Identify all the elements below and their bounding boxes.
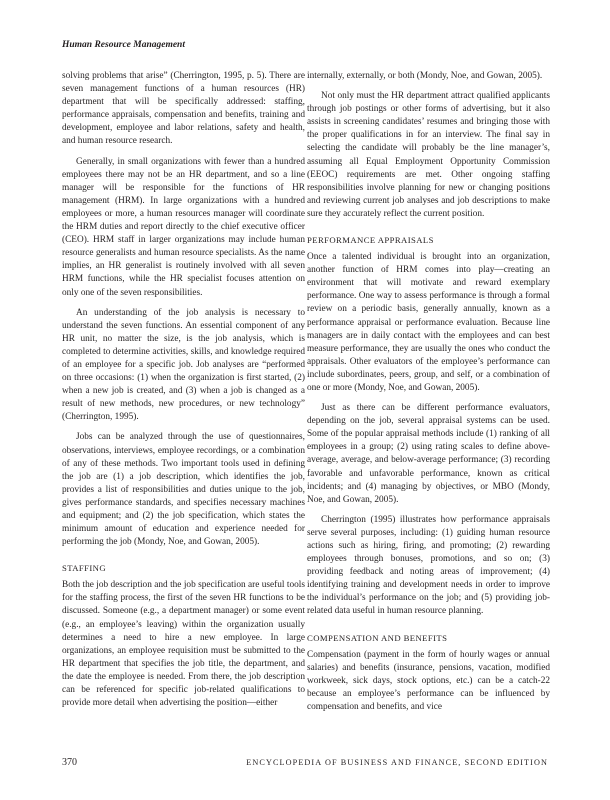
paragraph: Not only must the HR department attract qualified applicants through job postings or other forms of advertising, but it also assists in screening candidates’ resumes and bringing those with the proper qualifications in for an interview. The final say in selecting the candidate will probably be the line manager’s, assuming all Equal Employment Opportunity Commission (EEOC) requirements are met. Other ongoing staffing responsibilities involve planning for new or changing positions and reviewing current job analyses and job descriptions to make sure they accurately reflect the current position. (307, 91, 550, 219)
running-head: Human Resource Management (62, 40, 185, 50)
publication-title: ENCYCLOPEDIA OF BUSINESS AND FINANCE, SECOND EDITION (246, 758, 548, 767)
paragraph: Compensation (payment in the form of hourly wages or annual salaries) and benefits (insurance, pensions, vacation, modified workweek, sick days, stock options, etc.) can be a catch-22 because an employee’s performance can be influenced by compensation and benefits, and vice (307, 649, 550, 712)
section-heading-staffing: STAFFING (62, 563, 107, 574)
paragraph: Generally, in small organizations with fewer than a hundred employees there may not be an HR department, and so a line manager will be responsible for the functions of HR management (HRM). In large organizations with a hundred employees or more, a human resources manager will coordinate the HRM duties and report directly to the chief executive officer (CEO). HRM staff in larger organizations may include human resource generalists and human resource specialists. As the name implies, an HR generalist is routinely involved with all seven HRM functions, while the HR specialist focuses attention on only one of the seven responsibilities. (62, 156, 305, 298)
paragraph: Cherrington (1995) illustrates how performance appraisals serve several purposes, including: (1) guiding human resource actions such as hiring, firing, and promoting; (2) rewarding employees through bonuses, promotions, and so on; (3) providing feedback and noting areas of improvement; (4) identifying training and development needs in order to improve the individual’s performance on the job; and (5) providing job-related data useful in human resource planning. (307, 514, 550, 617)
paragraph: Both the job description and the job specification are useful tools for the staffing process, the first of the seven HR functions to be discussed. Someone (e.g., a department manager) or some event (e.g., an employee’s leaving) within the organization usually determines a need to hire a new employee. In large organizations, an employee requisition must be submitted to the HR department that specifies the job title, the department, and the date the employee is needed. From there, the job description can be referenced for specific job-related qualifications to provide more detail when advertising the position—either (62, 580, 305, 709)
paragraph: An understanding of the job analysis is necessary to understand the seven functions. An essential component of any HR unit, no matter the size, is the job analysis, which is completed to determine activities, skills, and knowledge required of an employee for a specific job. Job analyses are “performed on three occasions: (1) when the organization is first started, (2) when a new job is created, and (3) when a job is changed as a result of new methods, new procedures, or new technology” (Cherrington, 1995). (62, 307, 305, 423)
paragraph: Once a talented individual is brought into an organization, another function of HRM comes into play—creating an environment that will motivate and reward exemplary performance. One way to assess performance is through a formal review on a periodic basis, generally annually, known as a performance appraisal or performance evaluation. Because line managers are in daily contact with the employees and can best measure performance, they are usually the ones who conduct the appraisals. Other evaluators of the employee’s performance can include subordinates, peers, group, and self, or a combination of one or more (Mondy, Noe, and Gowan, 2005). (307, 252, 550, 393)
paragraph: internally, externally, or both (Mondy, Noe, and Gowan, 2005). (307, 71, 543, 81)
paragraph: solving problems that arise” (Cherrington, 1995, p. 5). There are seven management functions of a human resources (HR) department that will be specifically addressed: staffing, performance appraisals, compensation and benefits, training and development, employee and labor relations, safety and health, and human resource research. (62, 71, 305, 147)
section-heading-compensation: COMPENSATION AND BENEFITS (307, 632, 448, 643)
right-column (307, 70, 550, 721)
left-column (62, 70, 305, 717)
paragraph: Jobs can be analyzed through the use of questionnaires, observations, interviews, employee recordings, or a combination of any of these methods. Two important tools used in defining the job are (1) a job description, which identifies the job, provides a list of responsibilities and duties unique to the job, gives performance standards, and specifies necessary machines and equipment; and (2) the job specification, which states the minimum amount of education and experience needed for performing the job (Mondy, Noe, and Gowan, 2005). (62, 432, 305, 548)
page-number: 370 (62, 757, 77, 768)
section-heading-performance-appraisals: PERFORMANCE APPRAISALS (307, 235, 434, 246)
paragraph: Just as there can be different performance evaluators, depending on the job, several appraisal systems can be used. Some of the popular appraisal methods include (1) ranking of all employees in a group; (2) using rating scales to define above-average, average, and below-average performance; (3) recording favorable and unfavorable performance, known as critical incidents; and (4) managing by objectives, or MBO (Mondy, Noe, and Gowan, 2005). (307, 403, 550, 505)
